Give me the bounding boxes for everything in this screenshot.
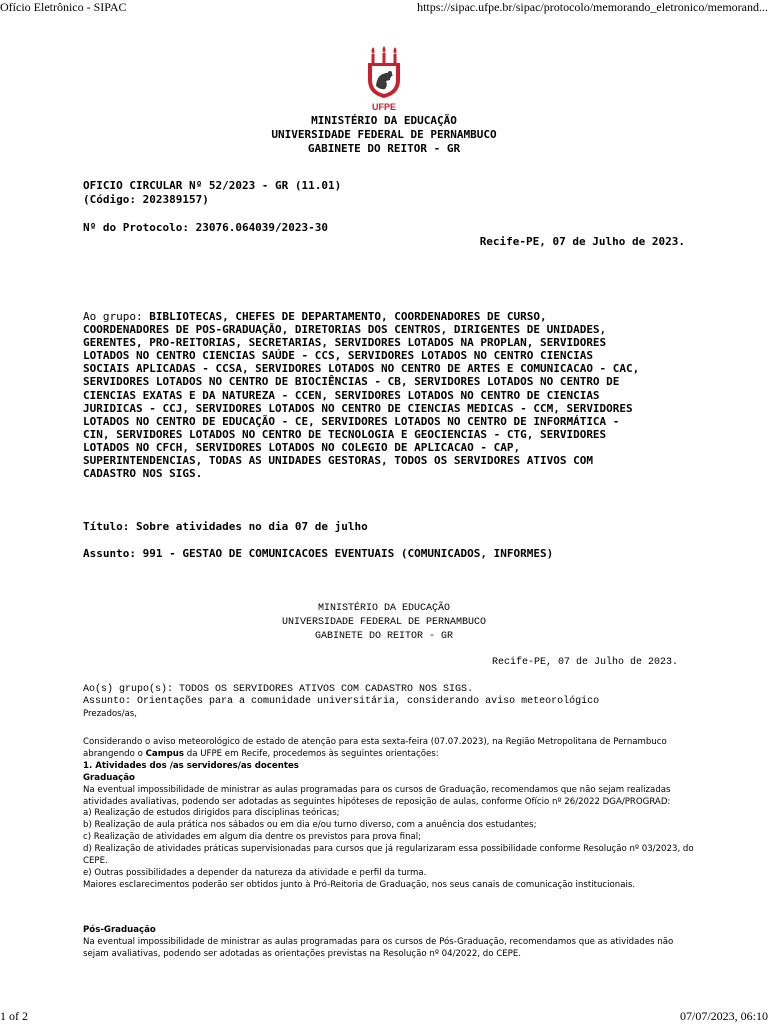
pos-graduacao-section xyxy=(83,925,673,961)
print-datetime: 07/07/2023, 06:10 xyxy=(679,1009,768,1023)
page-title: Ofício Eletrônico - SIPAC xyxy=(0,0,127,14)
group-line: JURIDICAS - CCJ, SERVIDORES LOTADOS NO CENTRO DE CIENCIAS MEDICAS - CCM, SERVIDORES xyxy=(83,401,633,415)
memo-place-date: Recife-PE, 07 de Julho de 2023. xyxy=(491,657,678,668)
group-line: SOCIAIS APLICADAS - CCSA, SERVIDORES LOTADOS NO CENTRO DE ARTES E COMUNICACAO - CAC, xyxy=(83,362,640,376)
memo-recipients: Ao(s) grupo(s): TODOS OS SERVIDORES ATIVOS COM CADASTRO NOS SIGS. xyxy=(83,684,474,695)
group-line: GERENTES, PRO-REITORIAS, SECRETARIAS, SERVIDORES LOTADOS NA PROPLAN, SERVIDORES xyxy=(83,336,607,350)
page-indicator: 1 of 2 xyxy=(0,1009,28,1023)
notice-intro-line: Considerando o aviso meteorológico de estado de atenção para esta sexta-feira (07.07.2023), na Região Metropolitana de Pernambuco xyxy=(83,737,667,747)
page-url[interactable]: https://sipac.ufpe.br/sipac/protocolo/memorando_eletronico/memorand... xyxy=(417,0,768,14)
header-office: GABINETE DO REITOR - GR xyxy=(307,142,461,155)
group-line: LOTADOS NO CENTRO CIENCIAS SAÚDE - CCS, SERVIDORES LOTADOS NO CENTRO CIENCIAS xyxy=(83,349,593,363)
header-ministry: MINISTÉRIO DA EDUCAÇÃO xyxy=(311,114,457,127)
notice-body xyxy=(83,737,694,892)
memo-header-office: GABINETE DO REITOR - GR xyxy=(314,631,454,642)
group-line: CIN, SERVIDORES LOTADOS NO CENTRO DE TECNOLOGIA E GEOCIENCIAS - CTG, SERVIDORES xyxy=(83,427,607,441)
protocol-number: Nº do Protocolo: 23076.064039/2023-30 xyxy=(83,221,329,234)
group-line: CIENCIAS EXATAS E DA NATUREZA - CCEN, SERVIDORES LOTADOS NO CENTRO DE CIENCIAS xyxy=(83,388,600,402)
memo-header-ministry: MINISTÉRIO DA EDUCAÇÃO xyxy=(317,603,451,614)
memo-greeting: Prezados/as, xyxy=(83,709,138,719)
group-line: LOTADOS NO CENTRO DE EDUCAÇÃO - CE, SERVIDORES LOTADOS NO CENTRO DE INFORMÁTICA - xyxy=(83,414,620,428)
subject-value: 991 - GESTAO DE COMUNICACOES EVENTUAIS (COMUNICADOS, INFORMES) xyxy=(142,547,554,560)
group-line: COORDENADORES DE POS-GRADUAÇÃO, DIRETORIAS DOS CENTROS, DIRIGENTES DE UNIDADES, xyxy=(83,323,607,337)
group-text: BIBLIOTECAS, CHEFES DE DEPARTAMENTO, COORDENADORES DE CURSO, xyxy=(149,310,547,323)
logo-label: UFPE xyxy=(371,102,397,112)
pos-line: sejam avaliativas, podendo ser adotadas as orientações previstas na Resolução nº 04/2022, do CEPE. xyxy=(83,948,522,959)
subject-label: Assunto: xyxy=(83,547,136,560)
group-line: SERVIDORES LOTADOS NO CENTRO DE BIOCIÊNCIAS - CB, SERVIDORES LOTADOS NO CENTRO DE xyxy=(83,375,620,389)
oficio-number: OFICIO CIRCULAR Nº 52/2023 - GR (11.01) xyxy=(83,179,342,192)
graduacao-line: e) Outras possibilidades a depender da natureza da atividade e perfil da turma. xyxy=(83,867,427,878)
place-date: Recife-PE, 07 de Julho de 2023. xyxy=(479,235,685,248)
notice-intro-line: abrangendo o Campus da UFPE em Recife, procedemos às seguintes orientações: xyxy=(83,748,439,759)
graduacao-line: Maiores esclarecimentos poderão ser obtidos junto à Pró-Reitoria de Graduação, nos seus canais de comunicação institucionais. xyxy=(83,879,636,890)
memo-header-university: UNIVERSIDADE FEDERAL DE PERNAMBUCO xyxy=(281,617,487,628)
graduacao-line: c) Realização de atividades em algum dia dentre os previstos para prova final; xyxy=(83,832,422,843)
group-prefix: Ao grupo: xyxy=(83,310,143,323)
group-line: LOTADOS NO CFCH, SERVIDORES LOTADOS NO COLEGIO DE APLICACAO - CAP, xyxy=(83,440,521,454)
section-heading: 1. Atividades dos /as servidores/as docentes xyxy=(83,760,299,771)
graduacao-line: Na eventual impossibilidade de ministrar as aulas programadas para os cursos de Graduação, recomendamos que não sejam realizadas xyxy=(83,784,671,795)
graduacao-line: atividades avaliativas, podendo ser adotadas as seguintes hipóteses de reposição de aulas, conforme Ofício nº 26/2022 DGA/PROGRAD: xyxy=(83,796,671,807)
ufpe-crest-icon xyxy=(360,44,408,114)
group-line: CADASTRO NOS SIGS. xyxy=(83,467,203,481)
group-line xyxy=(83,310,639,323)
graduacao-line: d) Realização de atividades práticas supervisionadas para cursos que já regularizaram essa possibilidade conforme Resolução nº 03/2023, do xyxy=(83,844,694,855)
graduacao-line: b) Realização de aula prática nos sábados ou em dia e/ou turno diverso, com a anuência dos estudantes; xyxy=(83,820,537,831)
group-line: SUPERINTENDENCIAS, TODAS AS UNIDADES GESTORAS, TODOS OS SERVIDORES ATIVOS COM xyxy=(83,454,593,468)
pos-line: Na eventual impossibilidade de ministrar as aulas programadas para os cursos de Pós-Graduação, recomendamos que as atividades não xyxy=(83,936,674,947)
oficio-code: (Código: 202389157) xyxy=(83,193,209,206)
subsection-graduacao: Graduação xyxy=(83,772,135,783)
document-title: Título: Sobre atividades no dia 07 de julho xyxy=(83,520,368,533)
graduacao-line: a) Realização de estudos dirigidos para disciplinas teóricas; xyxy=(83,808,340,819)
memo-subject: Assunto: Orientações para a comunidade universitária, considerando aviso meteorológico xyxy=(83,696,600,707)
graduacao-line: CEPE. xyxy=(83,856,108,867)
ufpe-logo xyxy=(360,44,408,114)
subsection-pos-graduacao: Pós-Graduação xyxy=(83,925,156,935)
header-university: UNIVERSIDADE FEDERAL DE PERNAMBUCO xyxy=(271,128,497,141)
campus-emphasis: Campus xyxy=(145,748,185,759)
document-subject xyxy=(83,547,553,560)
recipient-groups xyxy=(83,310,639,480)
